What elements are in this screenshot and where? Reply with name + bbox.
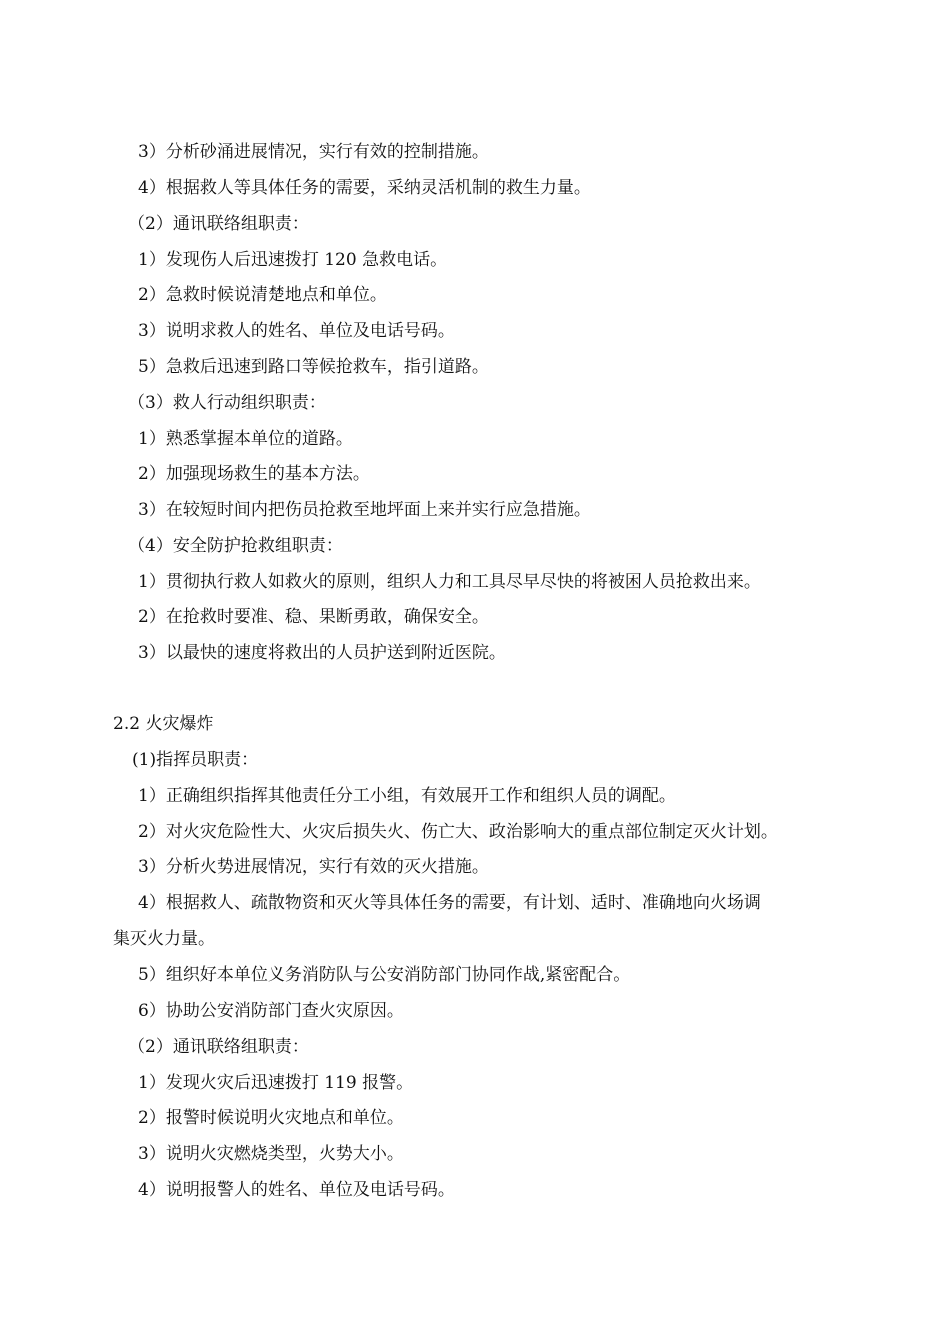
text-line: 1）发现火灾后迅速拨打 119 报警。 [138, 1073, 414, 1093]
text-line: 1）发现伤人后迅速拨打 120 急救电话。 [138, 250, 448, 270]
text-line: 3）分析火势进展情况，实行有效的灭火措施。 [138, 857, 489, 877]
text-line: 3）说明火灾燃烧类型，火势大小。 [138, 1144, 404, 1164]
text-line: 5）组织好本单位义务消防队与公安消防部门协同作战,紧密配合。 [138, 965, 631, 985]
text-line: 3）以最快的速度将救出的人员护送到附近医院。 [138, 643, 506, 663]
text-line: 4）根据救人、疏散物资和灭火等具体任务的需要，有计划、适时、准确地向火场调 [138, 893, 761, 913]
text-line: 1）正确组织指挥其他责任分工小组，有效展开工作和组织人员的调配。 [138, 786, 676, 806]
text-line: 1）熟悉掌握本单位的道路。 [138, 429, 353, 449]
section-heading: （2）通讯联络组职责： [128, 1037, 309, 1057]
text-line: 3）在较短时间内把伤员抢救至地坪面上来并实行应急措施。 [138, 500, 591, 520]
text-line: 3）说明求救人的姓名、单位及电话号码。 [138, 321, 455, 341]
section-heading: (1)指挥员职责： [132, 750, 259, 770]
text-line: 1）贯彻执行救人如救火的原则，组织人力和工具尽早尽快的将被困人员抢救出来。 [138, 572, 761, 592]
section-heading: （4）安全防护抢救组职责： [128, 536, 343, 556]
text-line: 2）报警时候说明火灾地点和单位。 [138, 1108, 404, 1128]
chapter-heading: 2.2 火灾爆炸 [113, 714, 214, 734]
text-line: 3）分析砂涌进展情况，实行有效的控制措施。 [138, 142, 489, 162]
text-line: 6）协助公安消防部门查火灾原因。 [138, 1001, 404, 1021]
text-line-continued: 集灭火力量。 [113, 929, 215, 949]
text-line: 2）对火灾危险性大、火灾后损失火、伤亡大、政治影响大的重点部位制定灭火计划。 [138, 822, 778, 842]
text-line: 2）在抢救时要准、稳、果断勇敢，确保安全。 [138, 607, 489, 627]
section-heading: （2）通讯联络组职责： [128, 214, 309, 234]
section-heading: （3）救人行动组织职责： [128, 393, 326, 413]
text-line: 2）急救时候说清楚地点和单位。 [138, 285, 387, 305]
text-line: 2）加强现场救生的基本方法。 [138, 464, 370, 484]
text-line: 5）急救后迅速到路口等候抢救车，指引道路。 [138, 357, 489, 377]
text-line: 4）根据救人等具体任务的需要，采纳灵活机制的救生力量。 [138, 178, 591, 198]
text-line: 4）说明报警人的姓名、单位及电话号码。 [138, 1180, 455, 1200]
